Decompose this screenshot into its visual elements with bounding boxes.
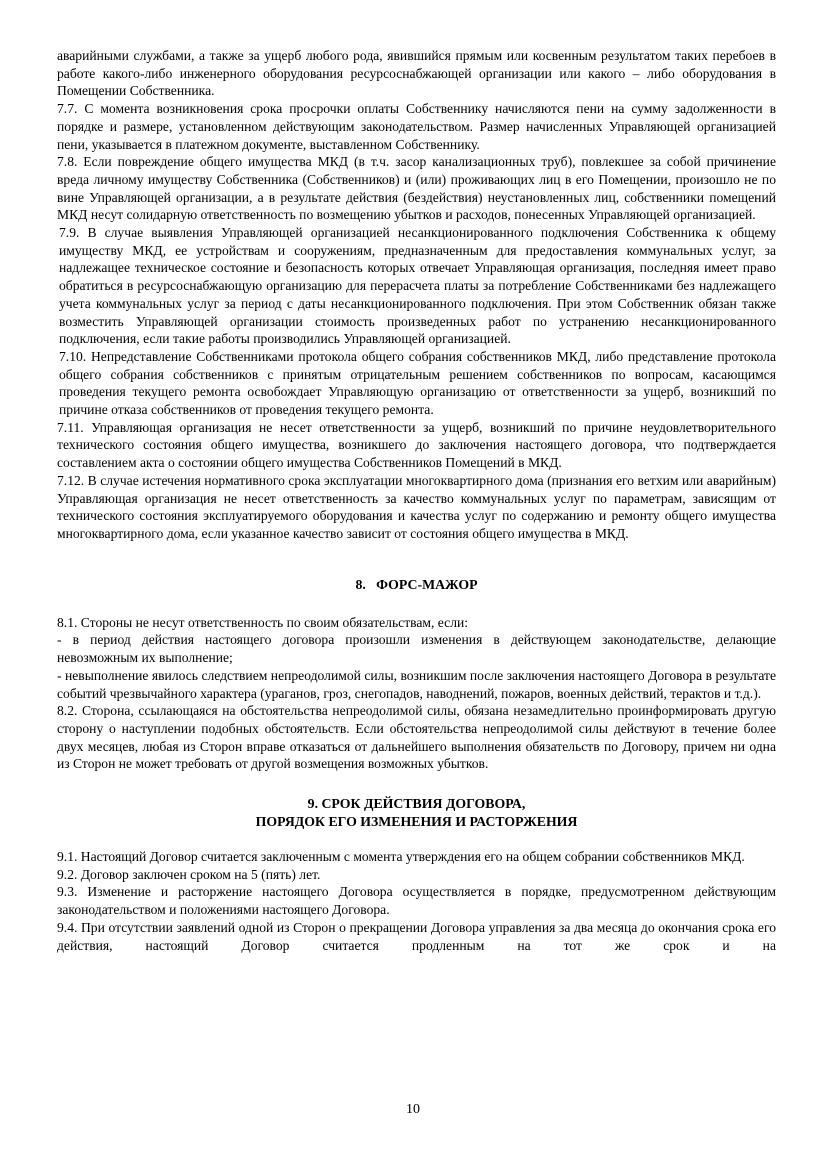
paragraph-9-4: 9.4. При отсутствии заявлений одной из Сторон о прекращении Договора управления за два месяца до окончания срока его действия, настоящий Договор считается продленным на тот же срок и на [57, 919, 776, 953]
paragraph-8-1: 8.1. Стороны не несут ответственность по своим обязательствам, если: [57, 614, 469, 630]
section-8 [57, 614, 776, 773]
page-number: 10 [406, 1102, 420, 1117]
paragraph-7-7: 7.7. С момента возникновения срока просрочки оплаты Собственнику начисляются пени на сумму задолженности в порядке и размере, установленном действующим законодательством. Размер начисленных Управляющей организацией пени, указывается в платежном документе, выставленном Собственнику. [57, 101, 776, 152]
document-page [57, 47, 776, 954]
section-9 [57, 848, 776, 954]
paragraph-9-1: 9.1. Настоящий Договор считается заключенным с момента утверждения его на общем собрании собственников МКД. [57, 849, 745, 865]
paragraph-7-6-continued: аварийными службами, а также за ущерб любого рода, явившийся прямым или косвенным результатом таких перебоев в работе какого-либо инженерного оборудования ресурсоснабжающей организации или какого – либо оборудования в Помещении Собственника. [57, 48, 776, 99]
paragraph-7-9: 7.9. В случае выявления Управляющей организацией несанкционированного подключения Собственника к общему имуществу МКД, ее устройствам и сооружениям, предназначенным для предоставления коммунальных услуг, за надлежащее техническое состояние и безопасность которых отвечает Управляющая организация, последняя имеет право обратиться в ресурсоснабжающую организацию для перерасчета платы за потребление Собственниками без надлежащего учета коммунальных услуг за период с даты несанкционированного подключения. При этом Собственник обязан также возместить Управляющей организации стоимость произведенных работ по устранению несанкционированного подключения, если такие работы производились Управляющей организацией. [59, 225, 776, 347]
section-9-heading-line-1: 9. СРОК ДЕЙСТВИЯ ДОГОВОРА, [307, 796, 526, 812]
paragraph-7-10: 7.10. Непредставление Собственниками протокола общего собрания собственников МКД, либо представление протокола общего собрания собственников с принятым отрицательным решением собственников по вопросам, касающимся проведения текущего ремонта освобождает Управляющую организацию от ответственности за ущерб, возникший по причине отказа собственников от проведения текущего ремонта. [59, 348, 776, 418]
paragraph-8-2: 8.2. Сторона, ссылающаяся на обстоятельства непреодолимой силы, обязана незамедлительно проинформировать другую сторону о наступлении подобных обстоятельств. Если обстоятельства непреодолимой силы действуют в течение более двух месяцев, любая из Сторон вправе отказаться от дальнейшего выполнения обязательств по Договору, причем ни одна из Сторон не может требовать от другой возмещения возможных убытков. [57, 703, 776, 772]
paragraph-8-1-item-2: - невыполнение явилось следствием непреодолимой силы, возникшим после заключения настоящего Договора в результате событий чрезвычайного характера (ураганов, гроз, снегопадов, наводнений, пожаров, военных действий, терактов и т.д.). [57, 667, 776, 701]
paragraph-9-2: 9.2. Договор заключен сроком на 5 (пять) лет. [57, 866, 321, 882]
paragraph-8-1-item-1: - в период действия настоящего договора произошли изменения в действующем законодательстве, делающие невозможным их выполнение; [57, 632, 776, 666]
paragraph-7-11: 7.11. Управляющая организация не несет ответственности за ущерб, возникший по причине неудовлетворительного технического состояния общего имущества, возникшего до заключения настоящего договора, что подтверждается составлением акта о состоянии общего имущества Собственников Помещений в МКД. [57, 419, 776, 471]
paragraph-7-12: 7.12. В случае истечения нормативного срока эксплуатации многоквартирного дома (признания его ветхим или аварийным) Управляющая организация не несет ответственность за качество коммунальных услуг по параметрам, зависящим от технического состояния эксплуатируемого оборудования и качества услуг по содержанию и ремонту общего имущества многоквартирного дома, если указанное качество зависит от состояния общего имущества в МКД. [57, 472, 776, 541]
section-7-continued [57, 47, 776, 543]
section-8-heading: 8. ФОРС-МАЖОР [355, 576, 478, 592]
section-9-heading-line-2: ПОРЯДОК ЕГО ИЗМЕНЕНИЯ И РАСТОРЖЕНИЯ [255, 814, 578, 830]
paragraph-9-3: 9.3. Изменение и расторжение настоящего Договора осуществляется в порядке, предусмотренном действующим законодательством и положениями настоящего Договора. [57, 884, 776, 918]
paragraph-7-8: 7.8. Если повреждение общего имущества МКД (в т.ч. засор канализационных труб), повлекшее за собой причинение вреда личному имуществу Собственника (Собственников) и (или) проживающих лиц в его Помещении, произошло не по вине Управляющей организации, а в результате действия (бездействия) неустановленных лиц, собственники помещений МКД несут солидарную ответственность по возмещению убытков и расходов, понесенных Управляющей организацией. [57, 154, 776, 223]
